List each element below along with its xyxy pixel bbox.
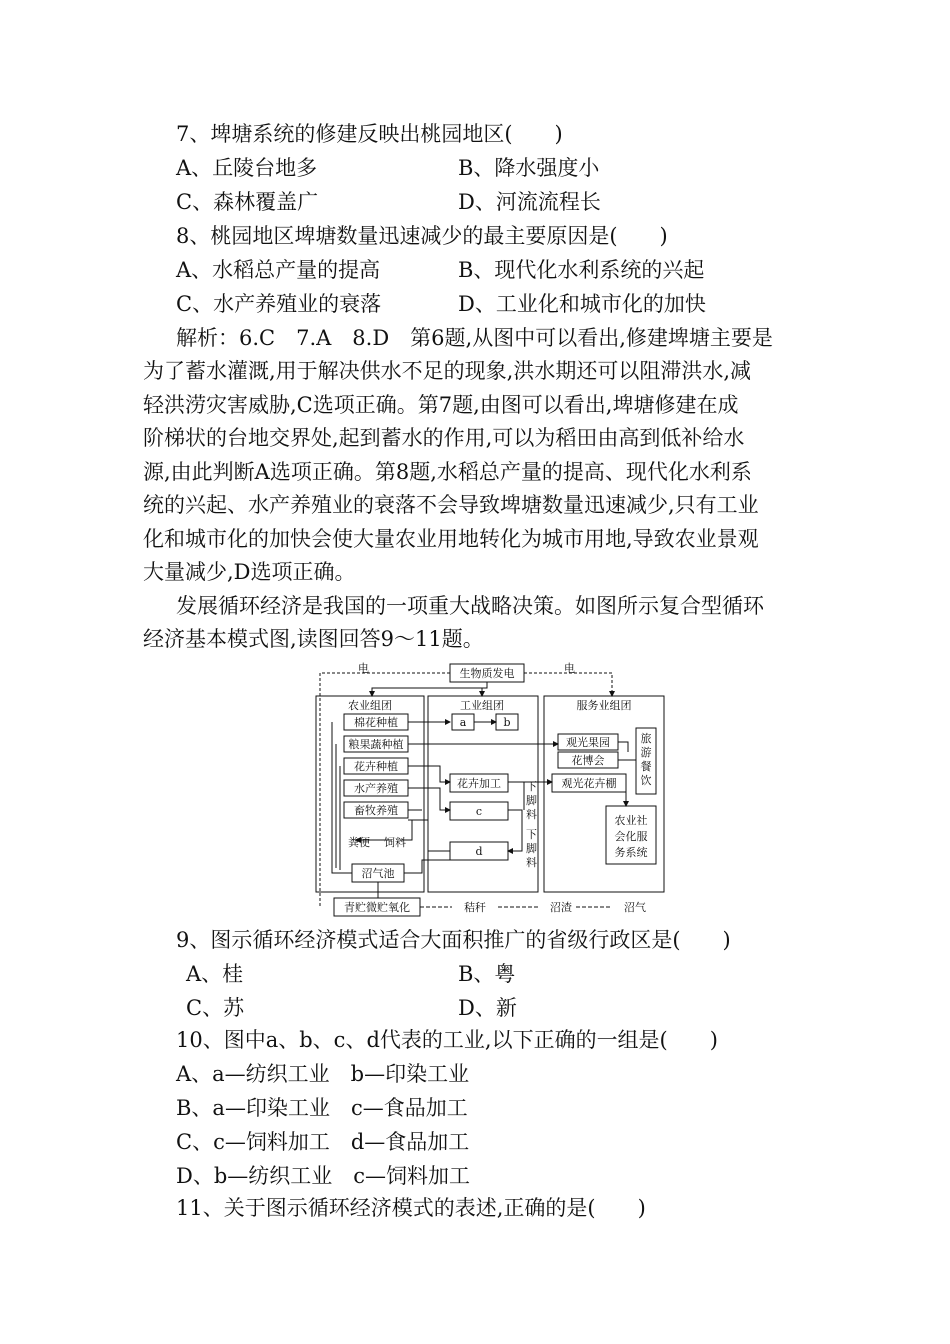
analysis-line-4: 阶梯状的台地交界处,起到蓄水的作用,可以为稻田由高到低补给水 xyxy=(143,426,745,450)
analysis-line-6: 统的兴起、水产养殖业的衰落不会导致埤塘数量迅速减少,只有工业 xyxy=(143,493,759,517)
tour-dining-2: 游 xyxy=(640,746,652,759)
q10-option-a: A、a—纺织工业 b—印染工业 xyxy=(176,1062,470,1086)
tour-dining-4: 饮 xyxy=(640,774,652,787)
analysis-line-2: 为了蓄水灌溉,用于解决供水不足的现象,洪水期还可以阻滞洪水,减 xyxy=(143,359,752,383)
scrap-label-2c: 料 xyxy=(526,856,537,869)
agri-item-flower: 花卉种植 xyxy=(354,760,398,773)
q9-option-a: A、桂 xyxy=(186,962,244,986)
intro-line-2: 经济基本模式图,读图回答9～11题。 xyxy=(143,627,484,651)
flower-processing: 花卉加工 xyxy=(457,777,501,790)
q11-stem: 11、关于图示循环经济模式的表述,正确的是( ) xyxy=(176,1196,646,1220)
q8-option-c: C、水产养殖业的衰落 xyxy=(176,292,382,316)
agri-item-aquaculture: 水产养殖 xyxy=(354,782,398,795)
q8-option-b: B、现代化水利系统的兴起 xyxy=(458,258,705,282)
q7-option-d: D、河流流程长 xyxy=(458,190,601,214)
biogas-pool: 沼气池 xyxy=(361,867,395,880)
q9-option-b: B、粤 xyxy=(458,962,516,986)
industry-a: a xyxy=(459,716,467,729)
q9-option-c: C、苏 xyxy=(186,996,245,1020)
tour-dining-3: 餐 xyxy=(640,760,652,773)
industry-c: c xyxy=(475,805,483,818)
q8-option-d: D、工业化和城市化的加快 xyxy=(458,292,706,316)
electricity-label-right: 电 xyxy=(564,662,575,675)
social-service-3: 务系统 xyxy=(614,846,648,859)
gas-label: 沼气 xyxy=(624,901,646,914)
agri-item-grain: 粮果蔬种植 xyxy=(348,738,404,751)
analysis-line-7: 化和城市化的加快会使大量农业用地转化为城市用地,导致农业景观 xyxy=(143,527,759,551)
industry-b: b xyxy=(503,716,511,729)
tour-dining-1: 旅 xyxy=(640,732,652,745)
scrap-label-1b: 脚 xyxy=(526,794,537,807)
agri-group-label: 农业组团 xyxy=(348,699,392,712)
industry-d: d xyxy=(475,845,483,858)
straw-label: 秸秆 xyxy=(464,901,486,914)
q7-option-c: C、森林覆盖广 xyxy=(176,190,319,214)
analysis-line-3: 轻洪涝灾害威胁,C选项正确。第7题,由图可以看出,埤塘修建在成 xyxy=(143,393,739,417)
social-service-1: 农业社 xyxy=(614,814,648,827)
q8-stem: 8、桃园地区埤塘数量迅速减少的最主要原因是( ) xyxy=(176,224,668,248)
scrap-label-1a: 下 xyxy=(526,780,537,793)
q9-stem: 9、图示循环经济模式适合大面积推广的省级行政区是( ) xyxy=(176,928,731,952)
social-service-2: 会化服 xyxy=(614,830,648,843)
residue-label: 沼渣 xyxy=(550,901,572,914)
electricity-label-left: 电 xyxy=(358,662,369,675)
scrap-label-2a: 下 xyxy=(526,828,537,841)
q10-option-b: B、a—印染工业 c—食品加工 xyxy=(176,1096,468,1120)
industry-group-label: 工业组团 xyxy=(460,699,504,712)
agri-item-livestock: 畜牧养殖 xyxy=(354,804,398,817)
q7-option-b: B、降水强度小 xyxy=(458,156,600,180)
q8-option-a: A、水稻总产量的提高 xyxy=(176,258,381,282)
q7-stem: 7、埤塘系统的修建反映出桃园地区( ) xyxy=(176,122,563,146)
scrap-label-1c: 料 xyxy=(526,808,537,821)
q10-stem: 10、图中a、b、c、d代表的工业,以下正确的一组是( ) xyxy=(176,1028,718,1052)
manure-label: 粪便 xyxy=(348,836,370,849)
service-group-label: 服务业组团 xyxy=(576,699,632,712)
feed-label: 饲料 xyxy=(384,836,406,849)
circular-economy-diagram xyxy=(312,660,670,920)
intro-line-1: 发展循环经济是我国的一项重大战略决策。如图所示复合型循环 xyxy=(176,594,764,618)
tour-orchard: 观光果园 xyxy=(566,736,610,749)
scrap-label-2b: 脚 xyxy=(526,842,537,855)
biomass-power-label: 生物质发电 xyxy=(459,667,515,680)
tour-greenhouse: 观光花卉棚 xyxy=(561,777,617,790)
q10-option-d: D、b—纺织工业 c—饲料加工 xyxy=(176,1164,471,1188)
agri-item-cotton: 棉花种植 xyxy=(354,716,398,729)
analysis-line-8: 大量减少,D选项正确。 xyxy=(143,560,356,584)
q10-option-c: C、c—饲料加工 d—食品加工 xyxy=(176,1130,470,1154)
analysis-line-1: 解析：6.C 7.A 8.D 第6题,从图中可以看出,修建埤塘主要是 xyxy=(176,326,773,350)
analysis-line-5: 源,由此判断A选项正确。第8题,水稻总产量的提高、现代化水利系 xyxy=(143,460,752,484)
q7-option-a: A、丘陵台地多 xyxy=(176,156,318,180)
flower-expo: 花博会 xyxy=(571,754,605,767)
silage-box: 青贮微贮氧化 xyxy=(344,901,410,914)
q9-option-d: D、新 xyxy=(458,996,517,1020)
